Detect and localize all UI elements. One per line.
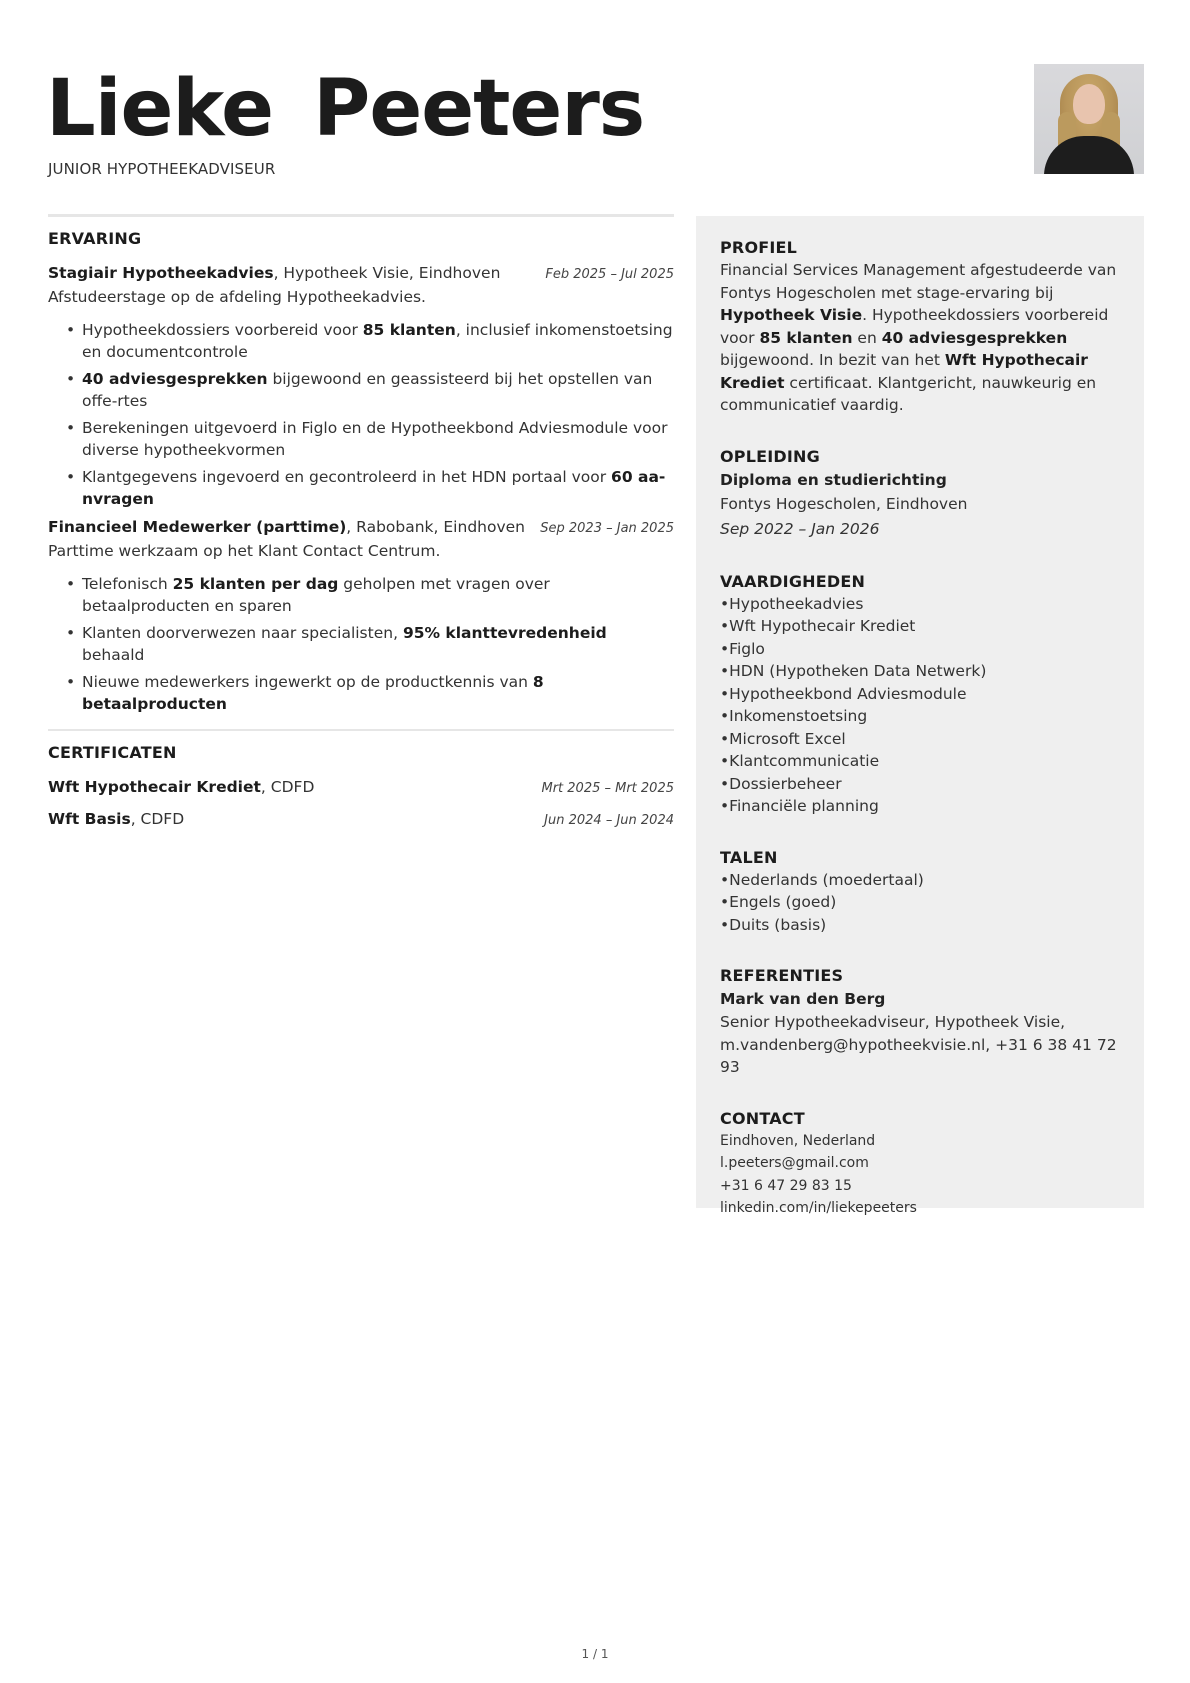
job-achievements bbox=[48, 319, 674, 510]
reference-details: Senior Hypotheekadviseur, Hypotheek Visie, m.vandenberg@hypotheekvisie.nl, +31 6 38 41 72 93 bbox=[720, 1013, 1117, 1076]
skill-item: • Dossierbeheer bbox=[720, 773, 1120, 796]
section-title-languages: TALEN bbox=[720, 847, 778, 867]
section-divider bbox=[48, 214, 674, 217]
languages-section bbox=[720, 848, 1120, 937]
candidate-name: Lieke Peeters bbox=[46, 64, 645, 154]
education-section bbox=[720, 447, 1120, 542]
section-title-certificates: CERTIFICATEN bbox=[48, 743, 177, 762]
profile-photo bbox=[1034, 64, 1144, 174]
job-date: Feb 2025 – Jul 2025 bbox=[545, 267, 674, 282]
skill-item: • Figlo bbox=[720, 638, 1120, 661]
skill-item: • Inkomenstoetsing bbox=[720, 705, 1120, 728]
education-degree: Diploma en studierichting bbox=[720, 470, 947, 489]
language-item: • Engels (goed) bbox=[720, 891, 1120, 914]
job-company: , Rabobank, Eindhoven bbox=[346, 518, 525, 536]
language-item: • Nederlands (moedertaal) bbox=[720, 869, 1120, 892]
contact-location: Eindhoven, Nederland bbox=[720, 1132, 876, 1149]
main-column bbox=[48, 214, 674, 832]
experience-item bbox=[48, 516, 674, 715]
job-date: Sep 2023 – Jan 2025 bbox=[540, 521, 674, 536]
education-school: Fontys Hogescholen, Eindhoven bbox=[720, 494, 968, 513]
section-title-skills: VAARDIGHEDEN bbox=[720, 571, 866, 591]
skill-item: • Wft Hypothecair Krediet bbox=[720, 615, 1120, 638]
skill-item: • Klantcommunicatie bbox=[720, 750, 1120, 773]
certificate-name: Wft Hypothecair Krediet bbox=[48, 778, 261, 796]
skill-item: • Microsoft Excel bbox=[720, 728, 1120, 751]
skill-item: • Hypotheekadvies bbox=[720, 593, 1120, 616]
skills-list bbox=[720, 593, 1120, 818]
education-date: Sep 2022 – Jan 2026 bbox=[720, 519, 880, 538]
language-item: • Duits (basis) bbox=[720, 914, 1120, 937]
section-divider bbox=[48, 729, 674, 731]
job-description: Parttime werkzaam op het Klant Contact Centrum. bbox=[48, 542, 441, 560]
section-title-references: REFERENTIES bbox=[720, 966, 844, 985]
experience-item bbox=[48, 262, 674, 510]
job-description: Afstudeerstage op de afdeling Hypotheekadvies. bbox=[48, 288, 426, 306]
achievement-item: • Klanten doorverwezen naar specialisten, 95% klanttevredenheid behaald bbox=[66, 622, 674, 666]
achievement-item: • Telefonisch 25 klanten per dag geholpen met vragen over betaalproducten en sparen bbox=[66, 573, 674, 617]
job-achievements bbox=[48, 573, 674, 715]
page-number: 1 / 1 bbox=[581, 1647, 609, 1661]
contact-phone[interactable]: +31 6 47 29 83 15 bbox=[720, 1177, 852, 1194]
profile-summary: Financial Services Management afgestudeerde van Fontys Hogescholen met stage-ervaring bij Hypotheek Visie. Hypotheekdossiers voorbereid voor 85 klanten en 40 adviesgesprekken bijgewoond. In bezit van het Wft Hypothecair Krediet certificaat. Klantgericht, nauwkeurig en communicatief vaardig. bbox=[720, 261, 1117, 414]
job-role: Stagiair Hypotheekadvies bbox=[48, 264, 274, 282]
job-role: Financieel Medewerker (parttime) bbox=[48, 518, 347, 536]
skills-section bbox=[720, 572, 1120, 818]
section-title-experience: ERVARING bbox=[48, 229, 142, 248]
achievement-item: • 40 adviesgesprekken bijgewoond en geassisteerd bij het opstellen van offe-rtes bbox=[66, 368, 674, 412]
section-title-contact: CONTACT bbox=[720, 1108, 805, 1128]
sidebar-column bbox=[696, 216, 1144, 1216]
achievement-item: • Hypotheekdossiers voorbereid voor 85 klanten, inclusief inkomenstoetsing en documentcontrole bbox=[66, 319, 674, 363]
contact-linkedin[interactable]: linkedin.com/in/liekepeeters bbox=[720, 1200, 917, 1216]
section-title-education: OPLEIDING bbox=[720, 446, 820, 466]
references-section bbox=[720, 966, 1120, 1079]
skill-item: • Financiële planning bbox=[720, 795, 1120, 818]
contact-email[interactable]: l.peeters@gmail.com bbox=[720, 1155, 869, 1171]
skill-item: • HDN (Hypotheken Data Netwerk) bbox=[720, 660, 1120, 683]
contact-section bbox=[720, 1109, 1120, 1220]
achievement-item: • Nieuwe medewerkers ingewerkt op de productkennis van 8 betaalproducten bbox=[66, 671, 674, 715]
certificate-name: Wft Basis bbox=[48, 810, 131, 828]
languages-list bbox=[720, 869, 1120, 937]
certificate-issuer: , CDFD bbox=[260, 778, 315, 796]
certificate-date: Mrt 2025 – Mrt 2025 bbox=[541, 781, 674, 796]
certificate-item bbox=[48, 776, 674, 800]
reference-name: Mark van den Berg bbox=[720, 990, 886, 1008]
section-title-profile: PROFIEL bbox=[720, 238, 798, 257]
achievement-item: • Berekeningen uitgevoerd in Figlo en de Hypotheekbond Adviesmodule voor diverse hypotheekvormen bbox=[66, 417, 674, 461]
achievement-item: • Klantgegevens ingevoerd en gecontroleerd in het HDN portaal voor 60 aa-nvragen bbox=[66, 466, 674, 510]
certificate-issuer: , CDFD bbox=[130, 810, 185, 828]
certificate-date: Jun 2024 – Jun 2024 bbox=[544, 813, 674, 828]
candidate-job-title: JUNIOR HYPOTHEEKADVISEUR bbox=[48, 160, 276, 178]
profile-section bbox=[720, 238, 1120, 417]
certificate-item bbox=[48, 808, 674, 832]
job-company: , Hypotheek Visie, Eindhoven bbox=[273, 264, 501, 282]
skill-item: • Hypotheekbond Adviesmodule bbox=[720, 683, 1120, 706]
